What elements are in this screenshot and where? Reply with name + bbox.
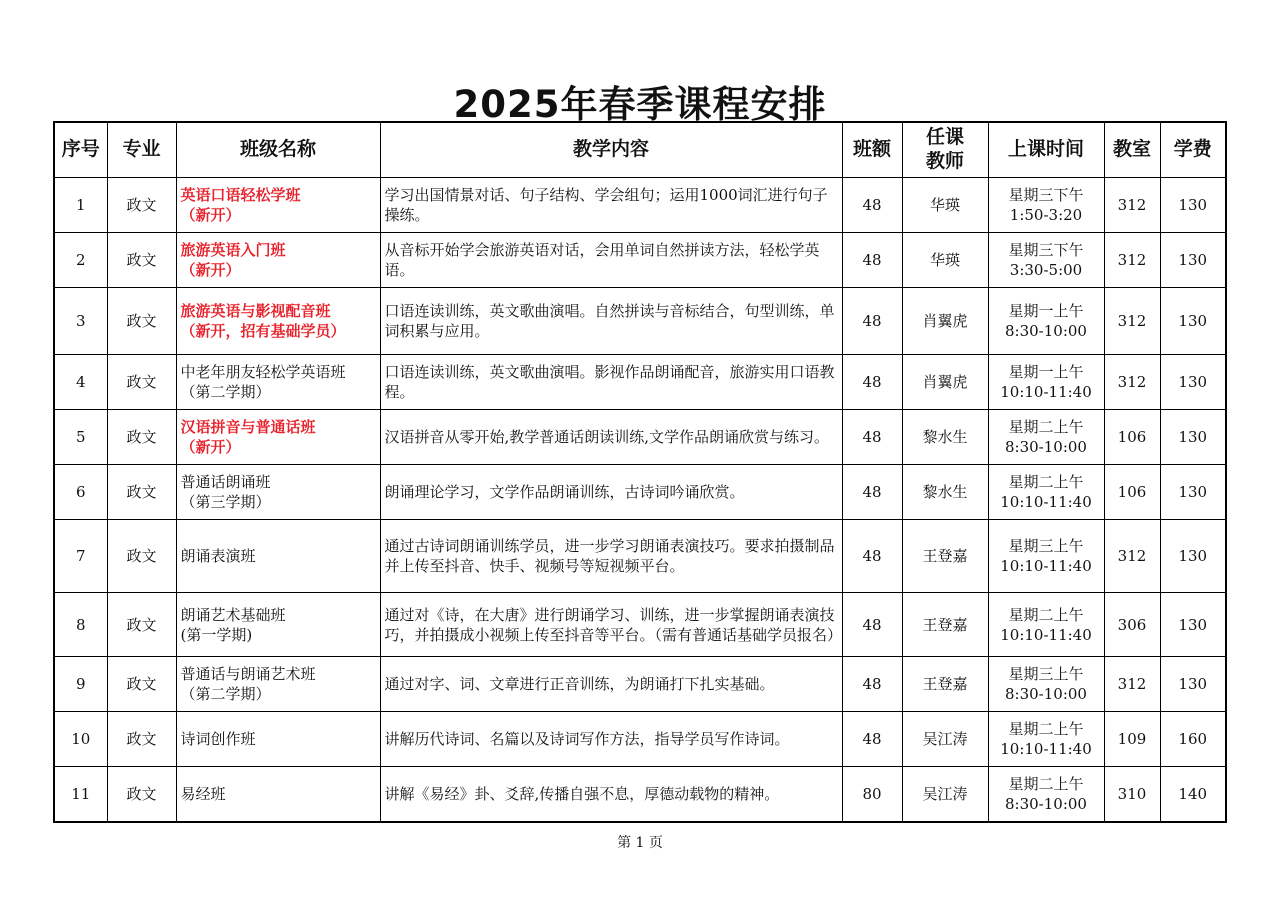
- header-teacher-line2: 教师: [925, 150, 964, 172]
- cell-no: 8: [54, 593, 107, 657]
- cell-major: 政文: [107, 178, 176, 233]
- cell-no: 3: [54, 288, 107, 355]
- cell-teacher: 吴江涛: [902, 767, 988, 822]
- cell-major: 政文: [107, 657, 176, 712]
- class-hours: 10:10-11:40: [1000, 740, 1092, 758]
- cell-content: 通过对字、词、文章进行正音训练，为朗诵打下扎实基础。: [380, 657, 842, 712]
- cell-quota: 48: [842, 657, 902, 712]
- table-row: [54, 657, 1226, 712]
- class-name-text: 英语口语轻松学班: [180, 186, 301, 204]
- cell-quota: 48: [842, 288, 902, 355]
- class-day: 星期二上午: [1008, 720, 1084, 738]
- cell-major: 政文: [107, 712, 176, 767]
- cell-no: 1: [54, 178, 107, 233]
- class-name-note: （第二学期）: [180, 685, 271, 703]
- cell-content: 通过对《诗，在大唐》进行朗诵学习、训练，进一步掌握朗诵表演技巧，并拍摄成小视频上传至抖音等平台。（需有普通话基础学员报名）: [380, 593, 842, 657]
- class-hours: 10:10-11:40: [1000, 557, 1092, 575]
- table-row: [54, 712, 1226, 767]
- header-room: 教室: [1104, 122, 1160, 178]
- class-name-text: 朗诵艺术基础班: [180, 605, 286, 624]
- class-hours: 8:30-10:00: [1005, 685, 1087, 703]
- header-no: 序号: [54, 122, 107, 178]
- class-name-note: （新开）: [180, 206, 241, 224]
- class-hours: 1:50-3:20: [1009, 206, 1083, 224]
- cell-content: 讲解《易经》卦、爻辞,传播自强不息，厚德动载物的精神。: [380, 767, 842, 822]
- cell-time: [988, 355, 1104, 410]
- cell-content: 朗诵理论学习，文学作品朗诵训练，古诗词吟诵欣赏。: [380, 465, 842, 520]
- cell-major: 政文: [107, 355, 176, 410]
- cell-room: 312: [1104, 520, 1160, 593]
- class-name-note: （第二学期）: [180, 383, 271, 401]
- table-row: [54, 410, 1226, 465]
- course-schedule-table: [53, 121, 1227, 823]
- cell-quota: 48: [842, 178, 902, 233]
- cell-room: 312: [1104, 657, 1160, 712]
- class-hours: 10:10-11:40: [1000, 625, 1092, 644]
- cell-fee: 130: [1160, 410, 1226, 465]
- class-name-text: 旅游英语入门班: [180, 241, 286, 259]
- cell-no: 2: [54, 233, 107, 288]
- cell-class-name: [176, 657, 380, 712]
- cell-fee: 160: [1160, 712, 1226, 767]
- cell-teacher: 肖翼虎: [902, 355, 988, 410]
- class-hours: 8:30-10:00: [1005, 322, 1087, 340]
- class-name-text: 普通话朗诵班: [180, 473, 271, 491]
- cell-teacher: 王登嘉: [902, 520, 988, 593]
- cell-no: 11: [54, 767, 107, 822]
- cell-room: 312: [1104, 233, 1160, 288]
- cell-fee: 130: [1160, 288, 1226, 355]
- cell-content: 从音标开始学会旅游英语对话，会用单词自然拼读方法，轻松学英语。: [380, 233, 842, 288]
- cell-teacher: 王登嘉: [902, 593, 988, 657]
- table-row: [54, 767, 1226, 822]
- cell-class-name: [176, 465, 380, 520]
- cell-quota: 48: [842, 233, 902, 288]
- table-body: [54, 178, 1226, 822]
- cell-no: 6: [54, 465, 107, 520]
- cell-class-name: [176, 410, 380, 465]
- class-hours: 8:30-10:00: [1005, 438, 1087, 456]
- header-time: 上课时间: [988, 122, 1104, 178]
- table-row: [54, 178, 1226, 233]
- cell-content: 学习出国情景对话、句子结构、学会组句；运用1000词汇进行句子操练。: [380, 178, 842, 233]
- cell-content: 口语连读训练，英文歌曲演唱。影视作品朗诵配音，旅游实用口语教程。: [380, 355, 842, 410]
- class-name-note: （新开）: [180, 261, 241, 279]
- class-day: 星期一上午: [1008, 302, 1084, 320]
- class-day: 星期二上午: [1008, 473, 1084, 491]
- cell-major: 政文: [107, 767, 176, 822]
- class-day: 星期三上午: [1008, 665, 1084, 683]
- cell-no: 7: [54, 520, 107, 593]
- class-day: 星期二上午: [1008, 605, 1084, 624]
- class-hours: 3:30-5:00: [1009, 261, 1083, 279]
- cell-fee: 130: [1160, 355, 1226, 410]
- cell-time: [988, 593, 1104, 657]
- class-name-text: 朗诵表演班: [180, 547, 256, 565]
- cell-no: 4: [54, 355, 107, 410]
- cell-time: [988, 233, 1104, 288]
- cell-content: 讲解历代诗词、名篇以及诗词写作方法，指导学员写作诗词。: [380, 712, 842, 767]
- cell-quota: 48: [842, 593, 902, 657]
- cell-quota: 48: [842, 355, 902, 410]
- class-name-note: （新开）: [180, 438, 241, 456]
- header-fee: 学费: [1160, 122, 1226, 178]
- cell-time: [988, 767, 1104, 822]
- cell-room: 312: [1104, 355, 1160, 410]
- cell-content: 口语连读训练，英文歌曲演唱。自然拼读与音标结合，句型训练，单词积累与应用。: [380, 288, 842, 355]
- cell-major: 政文: [107, 233, 176, 288]
- cell-room: 106: [1104, 410, 1160, 465]
- header-teacher-line1: 任课: [925, 126, 964, 149]
- cell-time: [988, 178, 1104, 233]
- class-name-note: （新开，招有基础学员）: [180, 322, 346, 340]
- cell-quota: 48: [842, 712, 902, 767]
- cell-major: 政文: [107, 410, 176, 465]
- header-teacher: [902, 122, 988, 178]
- cell-room: 312: [1104, 288, 1160, 355]
- cell-class-name: [176, 288, 380, 355]
- cell-major: 政文: [107, 465, 176, 520]
- header-row: [54, 122, 1226, 178]
- table-row: [54, 355, 1226, 410]
- cell-time: [988, 657, 1104, 712]
- cell-class-name: [176, 355, 380, 410]
- cell-teacher: 黎水生: [902, 410, 988, 465]
- table-row: [54, 288, 1226, 355]
- cell-teacher: 肖翼虎: [902, 288, 988, 355]
- table-row: [54, 233, 1226, 288]
- cell-fee: 130: [1160, 593, 1226, 657]
- class-day: 星期二上午: [1008, 418, 1084, 436]
- cell-major: 政文: [107, 593, 176, 657]
- cell-time: [988, 712, 1104, 767]
- cell-fee: 130: [1160, 520, 1226, 593]
- cell-room: 106: [1104, 465, 1160, 520]
- class-day: 星期三下午: [1008, 186, 1084, 204]
- header-quota: 班额: [842, 122, 902, 178]
- cell-teacher: 华瑛: [902, 233, 988, 288]
- cell-major: 政文: [107, 288, 176, 355]
- cell-content: 通过古诗词朗诵训练学员，进一步学习朗诵表演技巧。要求拍摄制品并上传至抖音、快手、视频号等短视频平台。: [380, 520, 842, 593]
- class-name-text: 诗词创作班: [180, 730, 256, 748]
- class-hours: 8:30-10:00: [1005, 794, 1087, 813]
- class-hours: 10:10-11:40: [1000, 383, 1092, 401]
- class-name-text: 汉语拼音与普通话班: [180, 418, 316, 436]
- class-name-note: （第三学期）: [180, 493, 271, 511]
- cell-fee: 140: [1160, 767, 1226, 822]
- cell-major: 政文: [107, 520, 176, 593]
- cell-quota: 80: [842, 767, 902, 822]
- table-row: [54, 465, 1226, 520]
- cell-no: 10: [54, 712, 107, 767]
- cell-time: [988, 288, 1104, 355]
- cell-content: 汉语拼音从零开始,教学普通话朗读训练,文学作品朗诵欣赏与练习。: [380, 410, 842, 465]
- class-name-text: 旅游英语与影视配音班: [180, 302, 331, 320]
- cell-fee: 130: [1160, 178, 1226, 233]
- class-day: 星期三下午: [1008, 241, 1084, 259]
- class-name-note: (第一学期): [180, 625, 253, 644]
- class-name-text: 中老年朋友轻松学英语班: [180, 363, 346, 381]
- cell-teacher: 黎水生: [902, 465, 988, 520]
- class-name-text: 易经班: [180, 784, 226, 803]
- cell-time: [988, 410, 1104, 465]
- cell-fee: 130: [1160, 465, 1226, 520]
- cell-time: [988, 465, 1104, 520]
- class-hours: 10:10-11:40: [1000, 493, 1092, 511]
- table-row: [54, 593, 1226, 657]
- cell-class-name: [176, 520, 380, 593]
- cell-class-name: [176, 767, 380, 822]
- cell-no: 5: [54, 410, 107, 465]
- cell-quota: 48: [842, 410, 902, 465]
- class-day: 星期一上午: [1008, 363, 1084, 381]
- cell-class-name: [176, 178, 380, 233]
- cell-quota: 48: [842, 465, 902, 520]
- cell-class-name: [176, 233, 380, 288]
- cell-fee: 130: [1160, 657, 1226, 712]
- cell-teacher: 吴江涛: [902, 712, 988, 767]
- cell-room: 306: [1104, 593, 1160, 657]
- cell-time: [988, 520, 1104, 593]
- cell-teacher: 王登嘉: [902, 657, 988, 712]
- cell-no: 9: [54, 657, 107, 712]
- cell-class-name: [176, 593, 380, 657]
- class-day: 星期三上午: [1008, 537, 1084, 555]
- header-class-name: 班级名称: [176, 122, 380, 178]
- page-title: 2025年春季课程安排: [453, 83, 827, 126]
- page-number: 第 1 页: [617, 835, 663, 851]
- cell-class-name: [176, 712, 380, 767]
- cell-teacher: 华瑛: [902, 178, 988, 233]
- header-major: 专业: [107, 122, 176, 178]
- class-name-text: 普通话与朗诵艺术班: [180, 665, 316, 683]
- header-content: 教学内容: [380, 122, 842, 178]
- cell-room: 312: [1104, 178, 1160, 233]
- table-row: [54, 520, 1226, 593]
- cell-room: 310: [1104, 767, 1160, 822]
- class-day: 星期二上午: [1008, 774, 1084, 793]
- cell-room: 109: [1104, 712, 1160, 767]
- cell-quota: 48: [842, 520, 902, 593]
- cell-fee: 130: [1160, 233, 1226, 288]
